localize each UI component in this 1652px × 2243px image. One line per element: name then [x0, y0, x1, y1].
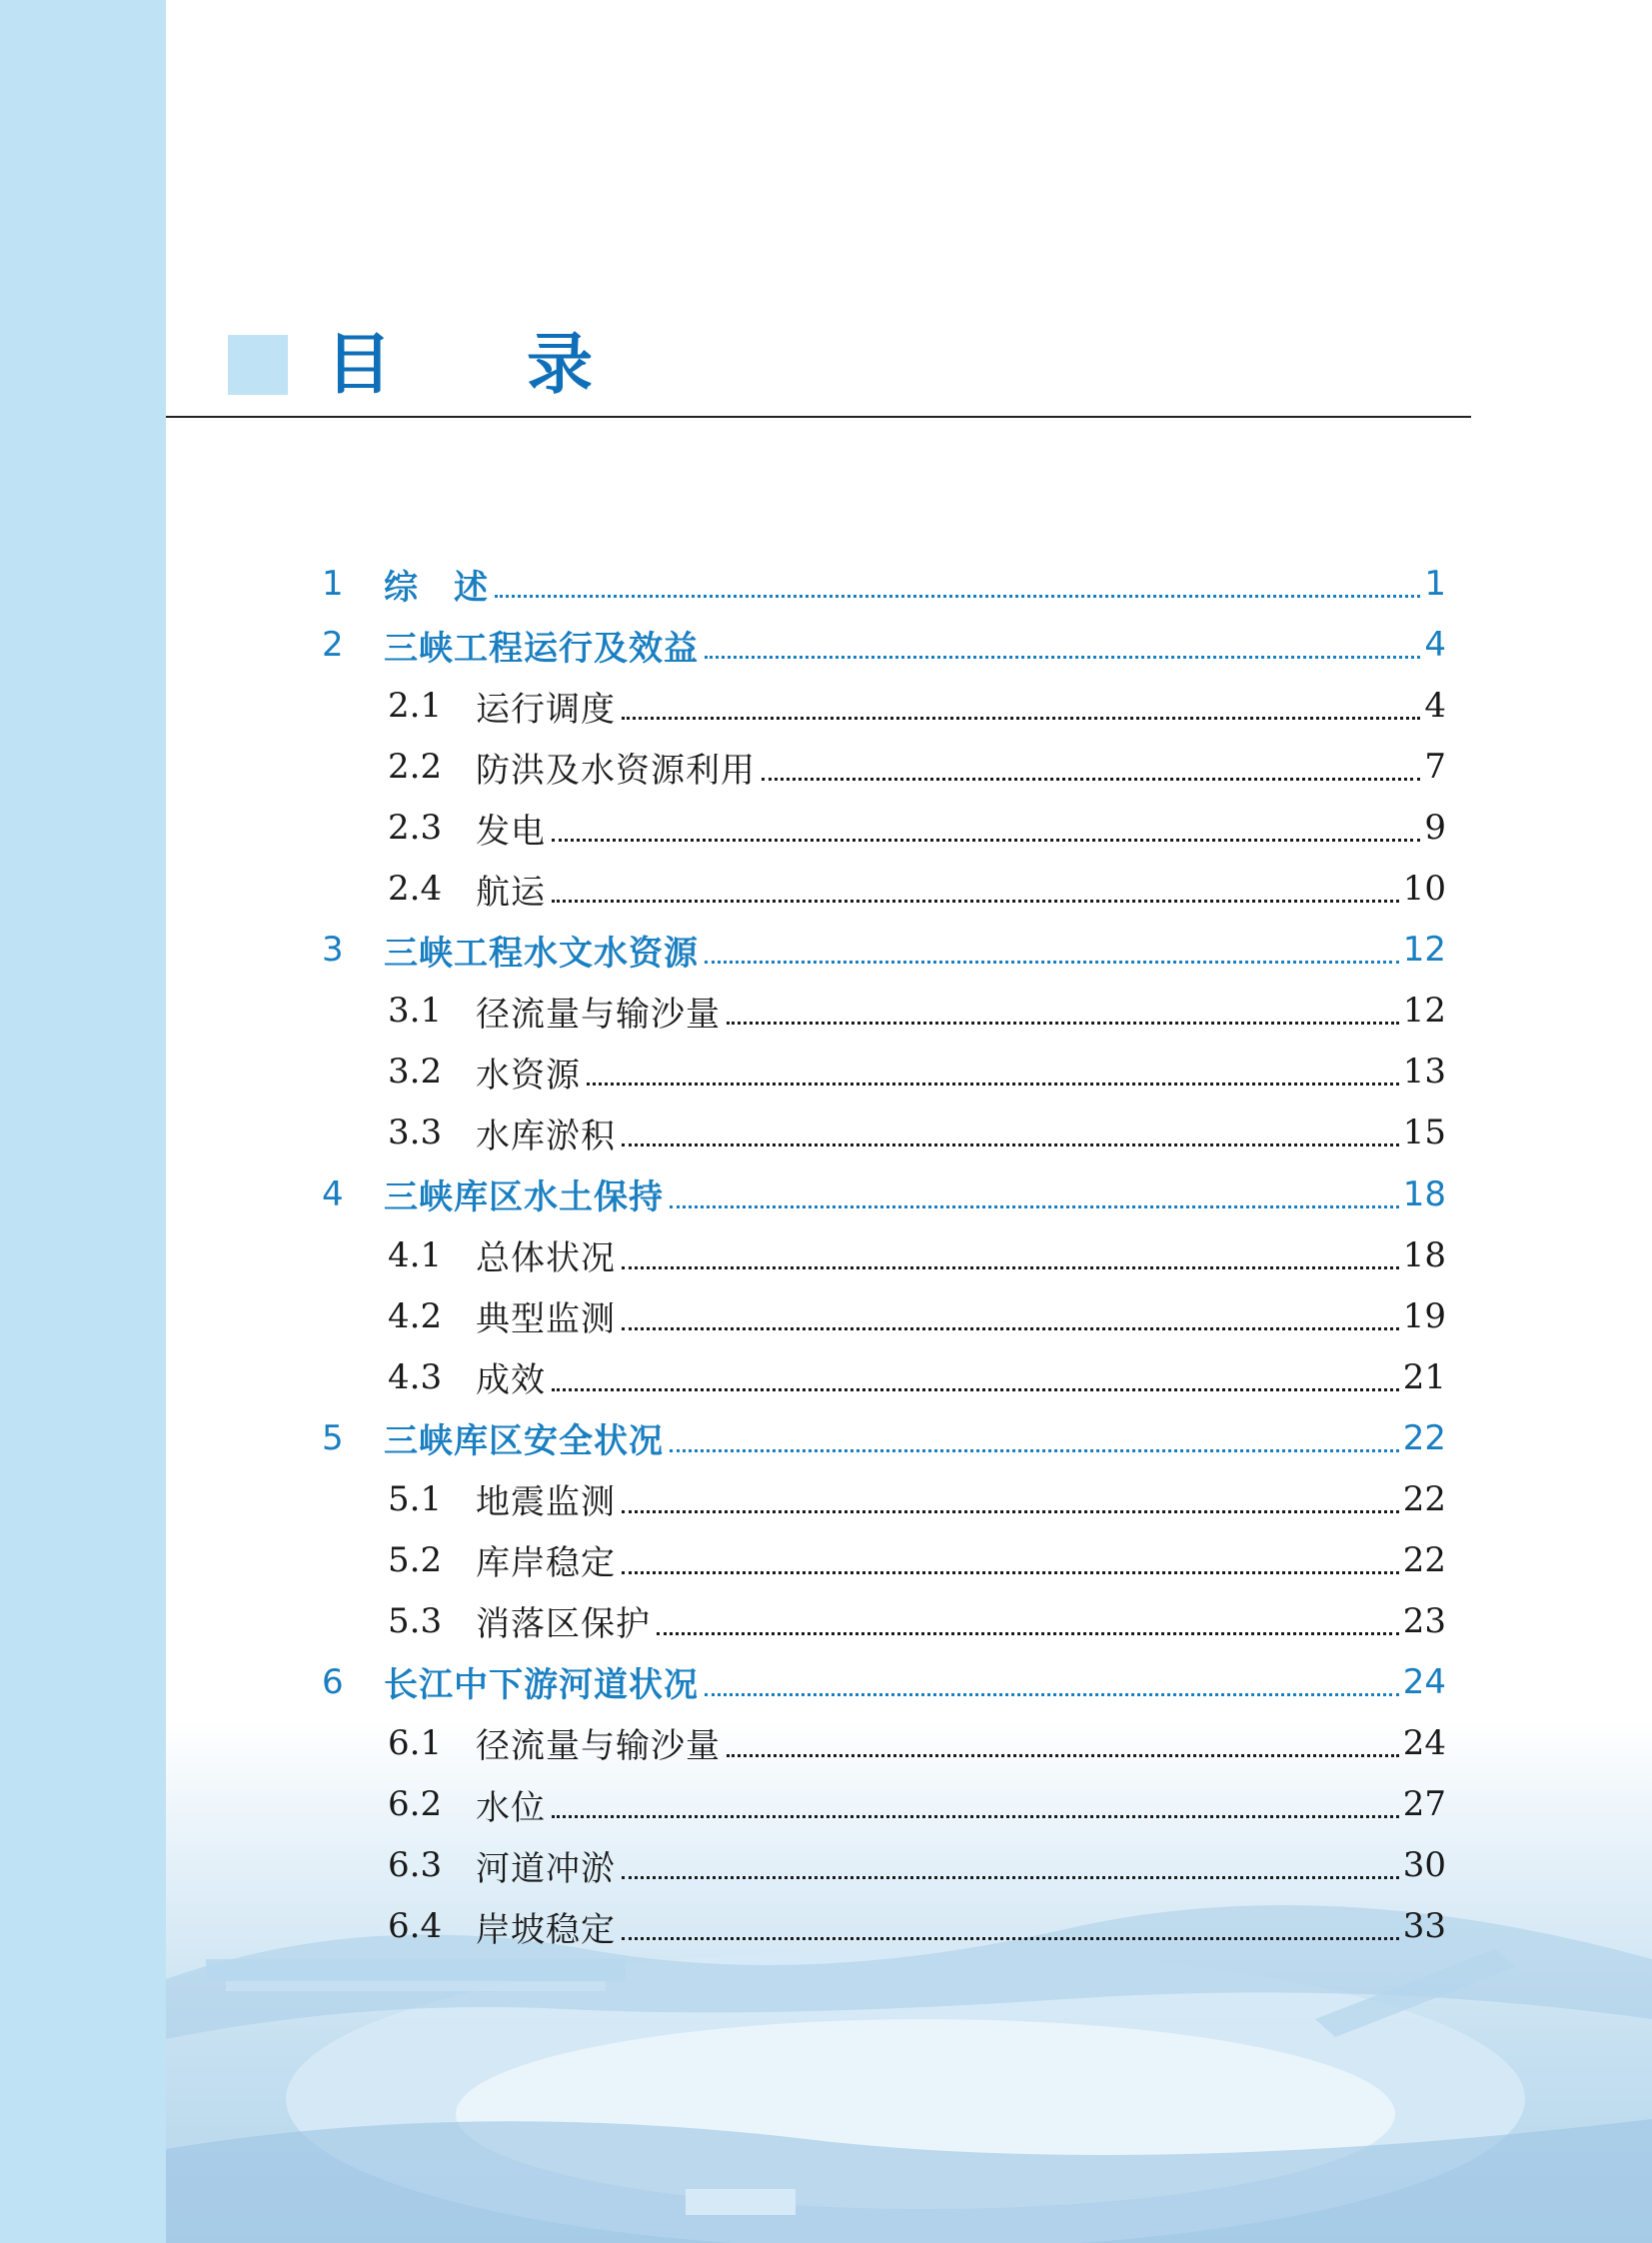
toc-dot-leader	[727, 1719, 1399, 1767]
page-title: 目 录	[326, 326, 649, 403]
toc-entry-title: 长江中下游河道状况	[384, 1665, 699, 1706]
toc-dot-leader	[622, 1109, 1399, 1156]
toc-dot-leader	[495, 560, 1420, 608]
toc-entry-page-number: 23	[1402, 1600, 1446, 1641]
toc-entry-number: 4.2	[388, 1295, 443, 1336]
toc-entry-number: 5.2	[388, 1539, 443, 1580]
toc-entry-page-number: 22	[1402, 1417, 1446, 1458]
toc-dot-leader	[670, 1414, 1399, 1462]
toc-section-entry[interactable]	[0, 1719, 1652, 1767]
toc-dot-leader	[552, 804, 1420, 852]
toc-entry-title: 地震监测	[476, 1482, 616, 1523]
toc-entry-title: 三峡库区安全状况	[384, 1421, 664, 1462]
toc-section-entry[interactable]	[0, 1292, 1652, 1340]
toc-chapter-entry[interactable]	[0, 1414, 1652, 1462]
title-marker-square	[228, 335, 288, 395]
toc-entry-page-number: 12	[1402, 930, 1446, 971]
toc-entry-page-number: 27	[1402, 1784, 1446, 1824]
toc-entry-number: 6.3	[388, 1845, 443, 1886]
toc-entry-page-number: 18	[1402, 1234, 1446, 1275]
toc-entry-number: 4.3	[388, 1356, 443, 1397]
toc-entry-number: 2.2	[388, 747, 443, 788]
toc-dot-leader	[705, 621, 1420, 669]
toc-entry-page-number: 18	[1402, 1173, 1446, 1214]
toc-dot-leader	[762, 743, 1420, 791]
toc-entry-number: 6	[322, 1661, 344, 1702]
toc-entry-page-number: 12	[1402, 991, 1446, 1032]
toc-entry-number: 4.1	[388, 1234, 443, 1275]
toc-entry-title: 库岸稳定	[476, 1543, 616, 1584]
toc-dot-leader	[727, 987, 1399, 1035]
toc-dot-leader	[552, 1353, 1399, 1401]
toc-section-entry[interactable]	[0, 1780, 1652, 1828]
toc-entry-title: 水库淤积	[476, 1116, 616, 1156]
toc-entry-page-number: 22	[1402, 1539, 1446, 1580]
toc-entry-number: 5.1	[388, 1478, 443, 1519]
toc-entry-page-number: 13	[1402, 1052, 1446, 1093]
toc-entry-page-number: 24	[1402, 1722, 1446, 1763]
toc-entry-page-number: 9	[1424, 808, 1446, 849]
toc-entry-page-number: 30	[1402, 1845, 1446, 1886]
toc-section-entry[interactable]	[0, 1109, 1652, 1156]
toc-chapter-entry[interactable]	[0, 560, 1652, 608]
toc-section-entry[interactable]	[0, 1475, 1652, 1523]
toc-entry-page-number: 19	[1402, 1295, 1446, 1336]
toc-section-entry[interactable]	[0, 1048, 1652, 1096]
toc-entry-page-number: 24	[1402, 1661, 1446, 1702]
toc-entry-title: 三峡工程运行及效益	[384, 628, 699, 669]
toc-entry-number: 3.1	[388, 991, 443, 1032]
toc-dot-leader	[622, 1292, 1399, 1340]
toc-dot-leader	[670, 1170, 1399, 1218]
toc-entry-title: 水资源	[476, 1055, 581, 1096]
toc-entry-title: 成效	[476, 1360, 546, 1401]
toc-entry-page-number: 1	[1424, 564, 1446, 604]
toc-chapter-entry[interactable]	[0, 1658, 1652, 1706]
toc-chapter-entry[interactable]	[0, 621, 1652, 669]
toc-dot-leader	[622, 1475, 1399, 1523]
toc-entry-title: 岸坡稳定	[476, 1909, 616, 1950]
toc-section-entry[interactable]	[0, 1902, 1652, 1950]
toc-dot-leader	[657, 1597, 1399, 1645]
toc-entry-number: 2.3	[388, 808, 443, 849]
toc-section-entry[interactable]	[0, 743, 1652, 791]
toc-entry-page-number: 21	[1402, 1356, 1446, 1397]
toc-entry-number: 6.1	[388, 1722, 443, 1763]
toc-dot-leader	[552, 1780, 1399, 1828]
toc-section-entry[interactable]	[0, 1536, 1652, 1584]
toc-entry-number: 4	[322, 1173, 344, 1214]
toc-section-entry[interactable]	[0, 682, 1652, 730]
toc-section-entry[interactable]	[0, 865, 1652, 913]
toc-entry-title: 消落区保护	[476, 1604, 651, 1645]
toc-entry-page-number: 22	[1402, 1478, 1446, 1519]
toc-entry-number: 2.4	[388, 869, 443, 910]
toc-entry-title: 综 述	[384, 567, 489, 608]
toc-section-entry[interactable]	[0, 1841, 1652, 1889]
toc-entry-page-number: 33	[1402, 1906, 1446, 1947]
toc-entry-number: 6.4	[388, 1906, 443, 1947]
toc-chapter-entry[interactable]	[0, 926, 1652, 974]
title-divider	[166, 416, 1471, 418]
toc-entry-number: 5.3	[388, 1600, 443, 1641]
toc-dot-leader	[705, 926, 1399, 974]
toc-entry-number: 5	[322, 1417, 344, 1458]
toc-entry-page-number: 4	[1424, 686, 1446, 727]
toc-section-entry[interactable]	[0, 1597, 1652, 1645]
toc-dot-leader	[552, 865, 1399, 913]
toc-dot-leader	[622, 1841, 1399, 1889]
toc-dot-leader	[622, 1536, 1399, 1584]
toc-entry-number: 2	[322, 625, 344, 666]
toc-entry-page-number: 10	[1402, 869, 1446, 910]
toc-dot-leader	[587, 1048, 1399, 1096]
toc-entry-title: 径流量与输沙量	[476, 1726, 721, 1767]
toc-section-entry[interactable]	[0, 804, 1652, 852]
toc-entry-title: 典型监测	[476, 1299, 616, 1340]
toc-entry-title: 发电	[476, 811, 546, 852]
toc-dot-leader	[622, 1231, 1399, 1279]
toc-entry-number: 1	[322, 564, 344, 604]
toc-section-entry[interactable]	[0, 1353, 1652, 1401]
toc-entry-page-number: 4	[1424, 625, 1446, 666]
toc-entry-title: 防洪及水资源利用	[476, 750, 756, 791]
toc-section-entry[interactable]	[0, 987, 1652, 1035]
toc-dot-leader	[622, 1902, 1399, 1950]
toc-chapter-entry[interactable]	[0, 1170, 1652, 1218]
toc-entry-title: 总体状况	[476, 1238, 616, 1279]
toc-entry-number: 3.2	[388, 1052, 443, 1093]
toc-dot-leader	[622, 682, 1420, 730]
toc-entry-page-number: 7	[1424, 747, 1446, 788]
toc-entry-number: 3.3	[388, 1113, 443, 1153]
toc-entry-number: 2.1	[388, 686, 443, 727]
toc-section-entry[interactable]	[0, 1231, 1652, 1279]
toc-entry-title: 河道冲淤	[476, 1848, 616, 1889]
toc-entry-title: 三峡库区水土保持	[384, 1177, 664, 1217]
toc-entry-number: 3	[322, 930, 344, 971]
toc-dot-leader	[705, 1658, 1399, 1706]
toc-entry-title: 水位	[476, 1787, 546, 1828]
toc-entry-title: 运行调度	[476, 689, 616, 730]
toc-entry-title: 径流量与输沙量	[476, 994, 721, 1035]
toc-entry-title: 航运	[476, 872, 546, 913]
toc-entry-title: 三峡工程水文水资源	[384, 933, 699, 974]
toc-entry-number: 6.2	[388, 1784, 443, 1824]
toc-entry-page-number: 15	[1402, 1113, 1446, 1153]
